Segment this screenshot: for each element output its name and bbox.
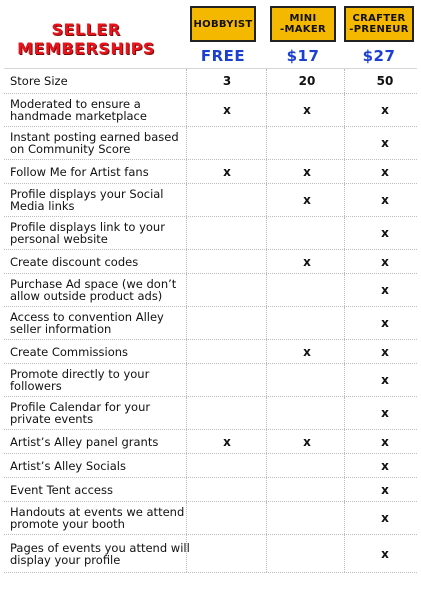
- tier-cell: x: [344, 478, 421, 501]
- tier-cell: [186, 535, 267, 572]
- tier-cell: [186, 502, 267, 534]
- tier-cell: [186, 454, 267, 477]
- table-row: [4, 364, 417, 397]
- tier-cell: [186, 217, 267, 249]
- feature-label: Profile Calendar for your private events: [10, 400, 151, 426]
- tier-cell: x: [266, 250, 347, 273]
- tier-cell: [186, 250, 267, 273]
- tier-cell: x: [344, 184, 421, 216]
- tier-cell: [266, 502, 347, 534]
- table-row: [4, 250, 417, 274]
- table-row: [4, 127, 417, 160]
- tier-cell: x: [344, 307, 421, 339]
- tier-mini-maker-badge: [270, 6, 336, 42]
- feature-label: Profile displays your Social Media links: [10, 187, 164, 213]
- tier-cell: x: [344, 454, 421, 477]
- tier-cell: x: [344, 274, 421, 306]
- feature-label: Event Tent access: [10, 482, 113, 497]
- tier-cell: [266, 397, 347, 429]
- tier-cell: [266, 364, 347, 396]
- tier-cell: x: [266, 340, 347, 363]
- table-row: [4, 217, 417, 250]
- tier-cell: x: [266, 94, 347, 126]
- feature-label: Artist’s Alley Socials: [10, 458, 126, 473]
- tier-crafter-preneur-price: $27: [362, 47, 396, 65]
- tier-cell: x: [344, 340, 421, 363]
- feature-label: Profile displays link to your personal website: [10, 220, 165, 246]
- tier-cell: x: [344, 502, 421, 534]
- feature-label: Create discount codes: [10, 254, 139, 269]
- tier-cell: x: [344, 160, 421, 183]
- tier-cell: x: [344, 397, 421, 429]
- table-row: [4, 274, 417, 307]
- tier-name-line-1: MINI: [289, 13, 317, 24]
- title-line-1: SELLER: [51, 20, 121, 39]
- tier-cell: x: [344, 250, 421, 273]
- table-row: [4, 307, 417, 340]
- tier-name-line-2: -MAKER: [280, 24, 326, 35]
- tier-cell: [266, 535, 347, 572]
- table-row: [4, 184, 417, 217]
- table-row: [4, 160, 417, 184]
- tier-cell: [266, 217, 347, 249]
- tier-hobbyist-price: FREE: [200, 47, 246, 65]
- tier-cell: [186, 307, 267, 339]
- page-title: [6, 20, 166, 58]
- tier-cell: x: [344, 217, 421, 249]
- tier-name-line-1: CRAFTER: [352, 13, 406, 24]
- feature-label: Handouts at events we attend promote your booth: [10, 505, 185, 531]
- feature-label: Follow Me for Artist fans: [10, 164, 149, 179]
- tier-cell: 3: [186, 69, 267, 93]
- tier-crafter-preneur-badge: [344, 6, 414, 42]
- tier-cell: [186, 127, 267, 159]
- feature-label: Moderated to ensure a handmade marketplace: [10, 97, 147, 123]
- tier-cell: x: [266, 160, 347, 183]
- feature-label: Store Size: [10, 74, 68, 88]
- feature-label: Promote directly to your followers: [10, 367, 150, 393]
- tier-cell: x: [344, 430, 421, 453]
- tier-cell: [266, 274, 347, 306]
- table-row: [4, 535, 417, 573]
- feature-label: Purchase Ad space (we don’t allow outside product ads): [10, 277, 177, 303]
- tier-name-line-1: HOBBYIST: [193, 18, 253, 30]
- feature-label: Access to convention Alley seller information: [10, 310, 164, 336]
- tier-cell: x: [344, 127, 421, 159]
- tier-cell: 50: [344, 69, 421, 93]
- tier-hobbyist-badge: [190, 6, 256, 42]
- tier-cell: [186, 478, 267, 501]
- tier-cell: [186, 340, 267, 363]
- tier-cell: 20: [266, 69, 347, 93]
- table-row: [4, 69, 417, 94]
- tier-cell: x: [266, 184, 347, 216]
- tier-cell: [266, 454, 347, 477]
- table-row: [4, 430, 417, 454]
- tier-cell: x: [344, 94, 421, 126]
- tier-cell: x: [186, 160, 267, 183]
- tier-cell: x: [344, 535, 421, 572]
- tier-cell: [266, 478, 347, 501]
- tier-cell: [186, 364, 267, 396]
- tier-cell: [186, 397, 267, 429]
- tier-cell: x: [186, 94, 267, 126]
- tier-cell: x: [344, 364, 421, 396]
- table-row: [4, 454, 417, 478]
- tier-cell: [186, 274, 267, 306]
- table-row: [4, 397, 417, 430]
- tier-mini-maker-price: $17: [286, 47, 320, 65]
- table-row: [4, 502, 417, 535]
- tier-cell: [266, 307, 347, 339]
- table-row: [4, 478, 417, 502]
- tier-cell: x: [186, 430, 267, 453]
- tier-cell: [266, 127, 347, 159]
- feature-label: Create Commissions: [10, 344, 129, 359]
- title-line-2: MEMBERSHIPS: [17, 39, 155, 58]
- tier-name-line-2: -PRENEUR: [349, 24, 409, 35]
- tier-cell: x: [266, 430, 347, 453]
- table-row: [4, 340, 417, 364]
- membership-comparison-table: [4, 68, 417, 573]
- tier-cell: [186, 184, 267, 216]
- feature-label: Pages of events you attend will display your profile: [10, 540, 190, 567]
- feature-label: Instant posting earned based on Community Score: [10, 130, 179, 156]
- table-row: [4, 94, 417, 127]
- feature-label: Artist’s Alley panel grants: [10, 434, 159, 449]
